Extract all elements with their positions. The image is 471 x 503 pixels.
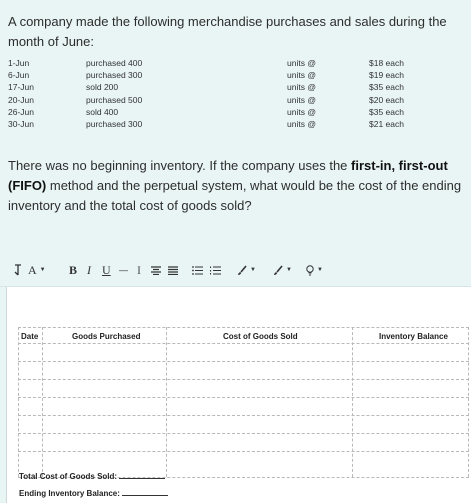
tx-description: purchased 400 xyxy=(86,58,143,68)
numbered-list-button[interactable] xyxy=(210,262,221,278)
chevron-down-icon: ▼ xyxy=(317,267,323,273)
table-row xyxy=(8,58,468,70)
tx-units: units @ xyxy=(287,94,316,105)
tx-description: purchased 300 xyxy=(86,118,143,129)
prompt-text-1: There was no beginning inventory. If the company uses the xyxy=(8,158,352,173)
question-intro: A company made the following merchandise purchases and sales during the month of June: xyxy=(8,14,447,49)
paragraph-style-button[interactable] xyxy=(13,262,22,278)
tx-units: units @ xyxy=(287,82,316,93)
tx-units: units @ xyxy=(287,106,316,117)
ending-inventory-label: Ending Inventory Balance: xyxy=(19,489,120,498)
total-cogs-blank[interactable] xyxy=(119,478,165,479)
header-date: Date xyxy=(21,332,39,341)
table-row xyxy=(8,119,468,131)
align-center-button[interactable] xyxy=(151,262,161,278)
table-border xyxy=(18,379,469,380)
table-border xyxy=(18,361,469,362)
table-border xyxy=(18,327,19,477)
align-justify-button[interactable] xyxy=(168,262,178,278)
table-row xyxy=(8,70,468,82)
font-size-dropdown[interactable] xyxy=(28,262,46,278)
total-cogs-label: Total Cost of Goods Sold: xyxy=(19,472,118,481)
ending-inventory-blank[interactable] xyxy=(122,495,168,496)
editor-toolbar xyxy=(0,253,471,287)
paragraph-format-icon xyxy=(13,264,22,276)
tx-price: $21 each xyxy=(369,118,404,129)
tx-price: $20 each xyxy=(369,94,404,105)
tx-description: purchased 300 xyxy=(86,70,143,81)
tx-price: $35 each xyxy=(369,82,404,93)
clear-format-button[interactable]: I xyxy=(137,262,141,277)
tx-date: 1-Jun xyxy=(8,58,30,68)
table-border xyxy=(352,327,353,477)
bulleted-list-button[interactable] xyxy=(192,262,203,278)
text-color-dropdown[interactable] xyxy=(236,262,256,278)
table-border xyxy=(18,327,469,328)
tx-date: 6-Jun xyxy=(8,70,30,81)
highlighter-icon xyxy=(272,265,283,276)
tx-date: 26-Jun xyxy=(8,106,34,117)
bold-button[interactable]: B xyxy=(69,262,78,277)
tx-units: units @ xyxy=(287,58,316,68)
answer-editor[interactable] xyxy=(6,287,471,503)
table-border xyxy=(18,433,469,434)
tx-date: 17-Jun xyxy=(8,82,34,93)
table-row xyxy=(8,82,468,94)
highlight-color-dropdown[interactable] xyxy=(272,262,292,278)
chevron-down-icon: ▼ xyxy=(286,267,292,273)
underline-button[interactable]: U xyxy=(102,262,111,277)
prompt-bold-fifo: first-in, first-out (FIFO) xyxy=(8,158,448,193)
table-border xyxy=(166,327,167,477)
insert-media-dropdown[interactable] xyxy=(306,262,323,278)
ending-inventory-line xyxy=(19,489,168,498)
align-center-icon xyxy=(151,266,161,275)
chevron-down-icon: ▼ xyxy=(250,267,256,273)
strikethrough-button[interactable]: — xyxy=(119,265,128,275)
tx-units: units @ xyxy=(287,118,316,129)
tx-units: units @ xyxy=(287,70,316,81)
numbered-list-icon xyxy=(210,266,221,275)
table-border xyxy=(468,327,469,477)
tx-date: 20-Jun xyxy=(8,94,34,105)
header-cost-of-goods-sold: Cost of Goods Sold xyxy=(223,332,298,341)
chevron-down-icon: ▼ xyxy=(39,267,46,273)
question-prompt xyxy=(8,156,463,216)
table-row xyxy=(8,107,468,119)
lightbulb-icon xyxy=(306,265,314,276)
table-border xyxy=(18,415,469,416)
total-cogs-line xyxy=(19,472,165,481)
tx-description: sold 400 xyxy=(86,106,119,117)
font-size-label: A xyxy=(28,262,37,277)
answer-table xyxy=(18,327,469,477)
prompt-text-2: method and the perpetual system, what would be the cost of the ending inventory and the total cost of goods sold? xyxy=(8,178,462,213)
table-border xyxy=(18,451,469,452)
tx-price: $19 each xyxy=(369,70,404,81)
align-justify-icon xyxy=(168,266,178,275)
tx-description: purchased 500 xyxy=(86,94,143,105)
tx-price: $35 each xyxy=(369,106,404,117)
italic-button[interactable]: I xyxy=(87,262,91,277)
table-border xyxy=(18,343,469,344)
table-border xyxy=(18,397,469,398)
tx-price: $18 each xyxy=(369,58,404,68)
table-border xyxy=(42,327,43,477)
transactions-table xyxy=(8,58,468,131)
table-row xyxy=(8,95,468,107)
header-inventory-balance: Inventory Balance xyxy=(379,332,448,341)
brush-icon xyxy=(236,265,247,276)
bullet-list-icon xyxy=(192,266,203,275)
tx-description: sold 200 xyxy=(86,82,119,93)
tx-date: 30-Jun xyxy=(8,118,34,129)
header-goods-purchased: Goods Purchased xyxy=(72,332,141,341)
